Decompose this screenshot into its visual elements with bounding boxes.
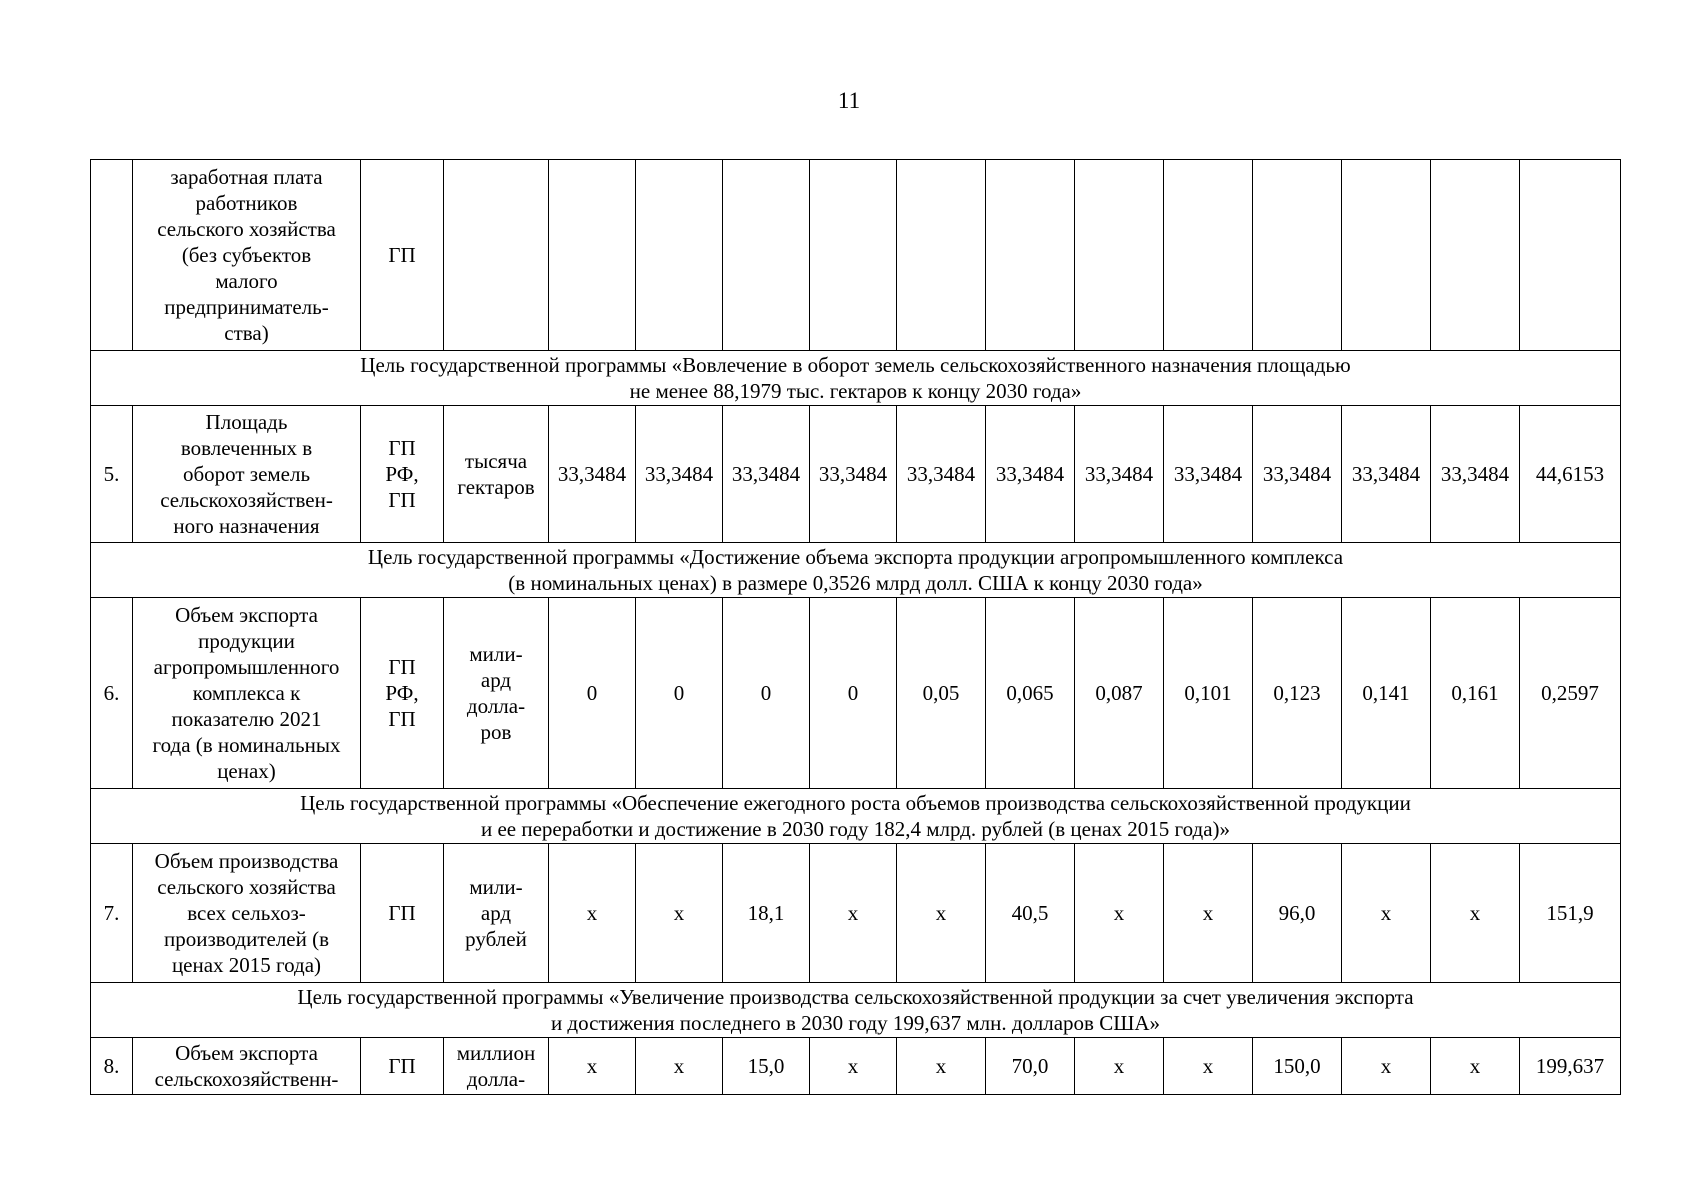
value-cell: 0 (810, 598, 897, 789)
value-cell: x (549, 1038, 636, 1095)
goal-row (91, 543, 1621, 598)
value-cell: 15,0 (723, 1038, 810, 1095)
indicator-type: ГП (361, 1038, 444, 1095)
value-cell: x (1431, 844, 1520, 983)
row-index (91, 160, 133, 351)
value-cell: 0,161 (1431, 598, 1520, 789)
page-number: 11 (837, 88, 861, 113)
value-cell: 33,3484 (986, 406, 1075, 543)
unit-cell: мили- ард рублей (444, 844, 549, 983)
value-cell: 150,0 (1253, 1038, 1342, 1095)
value-cell (1253, 160, 1342, 351)
value-cell: 0,141 (1342, 598, 1431, 789)
value-cell: x (897, 1038, 986, 1095)
table-row (91, 406, 1621, 543)
table-row (91, 598, 1621, 789)
table-row (91, 1038, 1621, 1095)
value-cell (1164, 160, 1253, 351)
value-cell: 0,05 (897, 598, 986, 789)
indicator-type: ГП РФ, ГП (361, 406, 444, 543)
value-cell (810, 160, 897, 351)
value-cell: 0 (549, 598, 636, 789)
value-cell (1342, 160, 1431, 351)
value-cell: 0,123 (1253, 598, 1342, 789)
value-cell: 33,3484 (723, 406, 810, 543)
value-cell: 33,3484 (1075, 406, 1164, 543)
indicator-type: ГП (361, 844, 444, 983)
value-cell: 96,0 (1253, 844, 1342, 983)
value-cell: 0 (636, 598, 723, 789)
value-cell (636, 160, 723, 351)
table-row (91, 844, 1621, 983)
indicator-name: Площадь вовлеченных в оборот земель сельскохозяйствен- ного назначения (133, 406, 361, 543)
goal-text: Цель государственной программы «Достижение объема экспорта продукции агропромышленного комплекса (в номинальных ценах) в размере 0,3526 млрд долл. США к концу 2030 года» (91, 543, 1621, 598)
value-cell: 0,101 (1164, 598, 1253, 789)
value-cell (549, 160, 636, 351)
unit-cell: миллион долла- (444, 1038, 549, 1095)
value-cell: x (1164, 1038, 1253, 1095)
value-cell: x (810, 844, 897, 983)
value-cell: x (1431, 1038, 1520, 1095)
value-cell (444, 160, 549, 351)
value-cell: 33,3484 (1253, 406, 1342, 543)
goal-row (91, 983, 1621, 1038)
indicator-name: Объем производства сельского хозяйства всех сельхоз- производителей (в ценах 2015 года) (133, 844, 361, 983)
goal-row (91, 789, 1621, 844)
value-cell (723, 160, 810, 351)
goal-text: Цель государственной программы «Вовлечение в оборот земель сельскохозяйственного назначения площадью не менее 88,1979 тыс. гектаров к концу 2030 года» (91, 351, 1621, 406)
row-index: 5. (91, 406, 133, 543)
row-index: 7. (91, 844, 133, 983)
value-cell: x (636, 1038, 723, 1095)
value-cell: 44,6153 (1520, 406, 1621, 543)
goal-row (91, 351, 1621, 406)
row-index: 8. (91, 1038, 133, 1095)
indicator-type: ГП (361, 160, 444, 351)
row-index: 6. (91, 598, 133, 789)
value-cell: 33,3484 (1431, 406, 1520, 543)
value-cell: 33,3484 (636, 406, 723, 543)
value-cell: x (810, 1038, 897, 1095)
indicator-name: Объем экспорта продукции агропромышленного комплекса к показателю 2021 года (в номинальных ценах) (133, 598, 361, 789)
unit-cell: тысяча гектаров (444, 406, 549, 543)
value-cell: 0,065 (986, 598, 1075, 789)
value-cell (1075, 160, 1164, 351)
value-cell: x (1075, 1038, 1164, 1095)
value-cell: 40,5 (986, 844, 1075, 983)
value-cell: 151,9 (1520, 844, 1621, 983)
value-cell: x (1075, 844, 1164, 983)
value-cell: x (1342, 1038, 1431, 1095)
value-cell: x (897, 844, 986, 983)
value-cell: 70,0 (986, 1038, 1075, 1095)
unit-cell: мили- ард долла- ров (444, 598, 549, 789)
value-cell: 0,087 (1075, 598, 1164, 789)
value-cell (986, 160, 1075, 351)
table-row (91, 160, 1621, 351)
value-cell: 33,3484 (1342, 406, 1431, 543)
value-cell: 33,3484 (549, 406, 636, 543)
value-cell (897, 160, 986, 351)
value-cell: 33,3484 (810, 406, 897, 543)
value-cell: 33,3484 (897, 406, 986, 543)
value-cell: x (549, 844, 636, 983)
indicator-name: заработная плата работников сельского хозяйства (без субъектов малого предприниматель- ства) (133, 160, 361, 351)
value-cell: x (636, 844, 723, 983)
value-cell (1520, 160, 1621, 351)
value-cell: 0 (723, 598, 810, 789)
goal-text: Цель государственной программы «Обеспечение ежегодного роста объемов производства сельскохозяйственной продукции и ее переработки и достижение в 2030 году 182,4 млрд. рублей (в ценах 2015 года)» (91, 789, 1621, 844)
indicator-type: ГП РФ, ГП (361, 598, 444, 789)
value-cell (1431, 160, 1520, 351)
value-cell: 18,1 (723, 844, 810, 983)
value-cell: 0,2597 (1520, 598, 1621, 789)
value-cell: 199,637 (1520, 1038, 1621, 1095)
value-cell: x (1342, 844, 1431, 983)
indicators-table (90, 159, 1621, 1095)
goal-text: Цель государственной программы «Увеличение производства сельскохозяйственной продукции за счет увеличения экспорта и достижения последнего в 2030 году 199,637 млн. долларов США» (91, 983, 1621, 1038)
value-cell: 33,3484 (1164, 406, 1253, 543)
indicator-name: Объем экспорта сельскохозяйственн- (133, 1038, 361, 1095)
value-cell: x (1164, 844, 1253, 983)
